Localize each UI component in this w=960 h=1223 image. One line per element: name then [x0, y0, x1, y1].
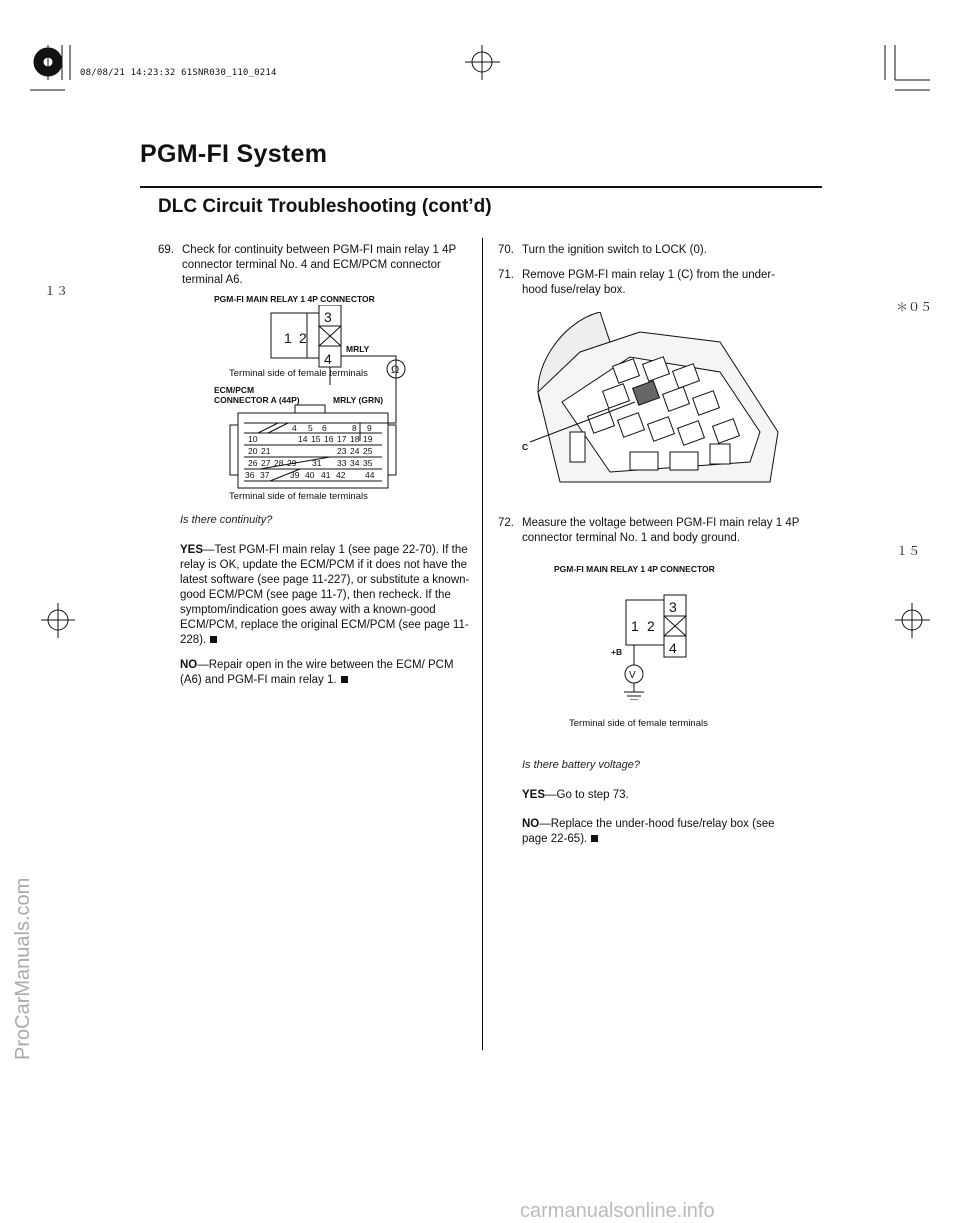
question-continuity: Is there continuity?: [180, 514, 273, 526]
terminal-note-2: Terminal side of female terminals: [229, 491, 368, 502]
fuse-box-illustration: [520, 312, 780, 497]
ecm-pin-20: 20: [248, 446, 258, 456]
end-mark: [591, 835, 598, 842]
step-71: [498, 268, 798, 298]
ecm-pin-14: 14: [298, 434, 308, 444]
relay-pin-2: 2: [299, 330, 307, 346]
ecm-pin-15: 15: [311, 434, 321, 444]
footer-watermark: carmanualsonline.info: [520, 1200, 715, 1222]
ecm-pin-39: 39: [290, 470, 300, 480]
no-key: NO: [522, 818, 540, 830]
answer-yes-block: YES—Test PGM-FI main relay 1 (see page 22-70). If the relay is OK, update the ECM/PCM if it does not have the latest software (see page 11-227), or substitute a known-good ECM/PCM (see page 11-7), then recheck. If the symptom/indication goes away with a known-good ECM/PCM, replace the original ECM/PCM (see page 11-228).: [180, 544, 470, 646]
ecm-pin-25: 25: [363, 446, 373, 456]
ecm-pin-8: 8: [352, 423, 357, 433]
step-number: 69.: [158, 244, 174, 256]
relay-pin-1: 1: [284, 330, 292, 346]
terminal-note-1: Terminal side of female terminals: [229, 368, 368, 379]
ecm-pin-34: 34: [350, 458, 360, 468]
step-70: [498, 243, 818, 258]
answer-yes-block-right: YES—Go to step 73.: [522, 789, 629, 801]
title-rule: [140, 186, 822, 188]
ecm-pin-5: 5: [308, 423, 313, 433]
answer-no-block-right: NO—Replace the under-hood fuse/relay box (see page 22-65).: [522, 818, 775, 845]
step-number: 72.: [498, 517, 514, 529]
yes-key: YES: [180, 544, 204, 556]
ecm-pin-21: 21: [261, 446, 271, 456]
relay-pin-3: 3: [669, 599, 677, 615]
ecm-pin-18: 18: [350, 434, 360, 444]
ohm-symbol: Ω: [391, 364, 400, 376]
print-stamp: 08/08/21 14:23:32 61SNR030_110_0214: [80, 68, 277, 78]
step-text: Measure the voltage between PGM-FI main relay 1 4P connector terminal No. 1 and body ground.: [522, 517, 800, 544]
side-mark-right-top: ＊０５: [896, 300, 933, 314]
side-mark-left: １３: [44, 284, 69, 298]
ecm-pin-10: 10: [248, 434, 258, 444]
ecm-pin-37: 37: [260, 470, 270, 480]
ecm-pin-42: 42: [336, 470, 346, 480]
volt-symbol: V: [629, 670, 636, 681]
column-divider: [482, 238, 483, 1050]
ecm-pin-26: 26: [248, 458, 258, 468]
side-watermark: ProCarManuals.com: [12, 877, 34, 1060]
no-key: NO: [180, 659, 198, 671]
step-72: [498, 516, 818, 546]
ecm-pin-35: 35: [363, 458, 373, 468]
relay-connector-label: PGM-FI MAIN RELAY 1 4P CONNECTOR: [214, 294, 375, 304]
ecm-pin-4: 4: [292, 423, 297, 433]
continuity-diagram: [200, 305, 480, 505]
ecm-label-1: ECM/PCM: [214, 385, 255, 395]
relay-pin-2: 2: [647, 618, 655, 634]
step-69: [158, 243, 478, 288]
step-text: Remove PGM-FI main relay 1 (C) from the under-hood fuse/relay box.: [522, 269, 776, 296]
no-text: Replace the under-hood fuse/relay box (see page 22-65).: [522, 818, 775, 845]
section-subtitle: DLC Circuit Troubleshooting (cont’d): [158, 196, 492, 217]
side-mark-right-bottom: １５: [896, 544, 921, 558]
page-title: PGM-FI System: [140, 140, 328, 168]
ecm-pin-31: 31: [312, 458, 322, 468]
ecm-pin-40: 40: [305, 470, 315, 480]
step-text: Check for continuity between PGM-FI main relay 1 4P connector terminal No. 4 and ECM/PCM connector terminal A6.: [182, 244, 456, 286]
yes-key: YES: [522, 789, 546, 801]
relay-connector-label-right: PGM-FI MAIN RELAY 1 4P CONNECTOR: [554, 564, 715, 574]
end-mark: [341, 676, 348, 683]
ecm-pin-33: 33: [337, 458, 347, 468]
end-mark: [210, 636, 217, 643]
ecm-pin-9: 9: [367, 423, 372, 433]
no-text: Repair open in the wire between the ECM/ PCM (A6) and PGM-FI main relay 1.: [180, 659, 454, 686]
question-battery-voltage: Is there battery voltage?: [522, 759, 641, 771]
ecm-pin-17: 17: [337, 434, 347, 444]
ecm-pin-24: 24: [350, 446, 360, 456]
plus-b-label: +B: [611, 647, 623, 657]
ecm-pin-44: 44: [365, 470, 375, 480]
ecm-pin-19: 19: [363, 434, 373, 444]
ecm-pin-36: 36: [245, 470, 255, 480]
ecm-pin-6: 6: [322, 423, 327, 433]
step-text: Turn the ignition switch to LOCK (0).: [522, 244, 707, 256]
answer-no-block: NO—Repair open in the wire between the ECM/ PCM (A6) and PGM-FI main relay 1.: [180, 659, 454, 686]
relay-pin-1: 1: [631, 618, 639, 634]
relay-pin-4: 4: [324, 351, 332, 367]
step-number: 71.: [498, 269, 514, 281]
yes-text: Go to step 73.: [556, 789, 629, 801]
terminal-note-right: Terminal side of female terminals: [569, 718, 708, 729]
relay-pin-3: 3: [324, 309, 332, 325]
relay-pin-4: 4: [669, 640, 677, 656]
ecm-label-2: CONNECTOR A (44P): [214, 395, 300, 405]
mrly-grn-label: MRLY (GRN): [333, 395, 384, 405]
photo-label-c: C: [522, 442, 529, 452]
step-number: 70.: [498, 244, 514, 256]
ecm-pin-29: 29: [287, 458, 297, 468]
mrly-label: MRLY: [346, 344, 370, 354]
voltage-diagram: [600, 590, 720, 700]
ecm-pin-23: 23: [337, 446, 347, 456]
ecm-pin-16: 16: [324, 434, 334, 444]
yes-text: Test PGM-FI main relay 1 (see page 22-70). If the relay is OK, update the ECM/PCM if it does not have the latest software (see page 11-227), or substitute a known-good ECM/PCM (see page 11-7), then recheck. If the symptom/indication goes away with a known-good ECM/PCM, replace the original ECM/PCM (see page 11-228).: [180, 544, 470, 646]
ecm-pin-27: 27: [261, 458, 271, 468]
ecm-pin-41: 41: [321, 470, 331, 480]
ecm-pin-28: 28: [274, 458, 284, 468]
